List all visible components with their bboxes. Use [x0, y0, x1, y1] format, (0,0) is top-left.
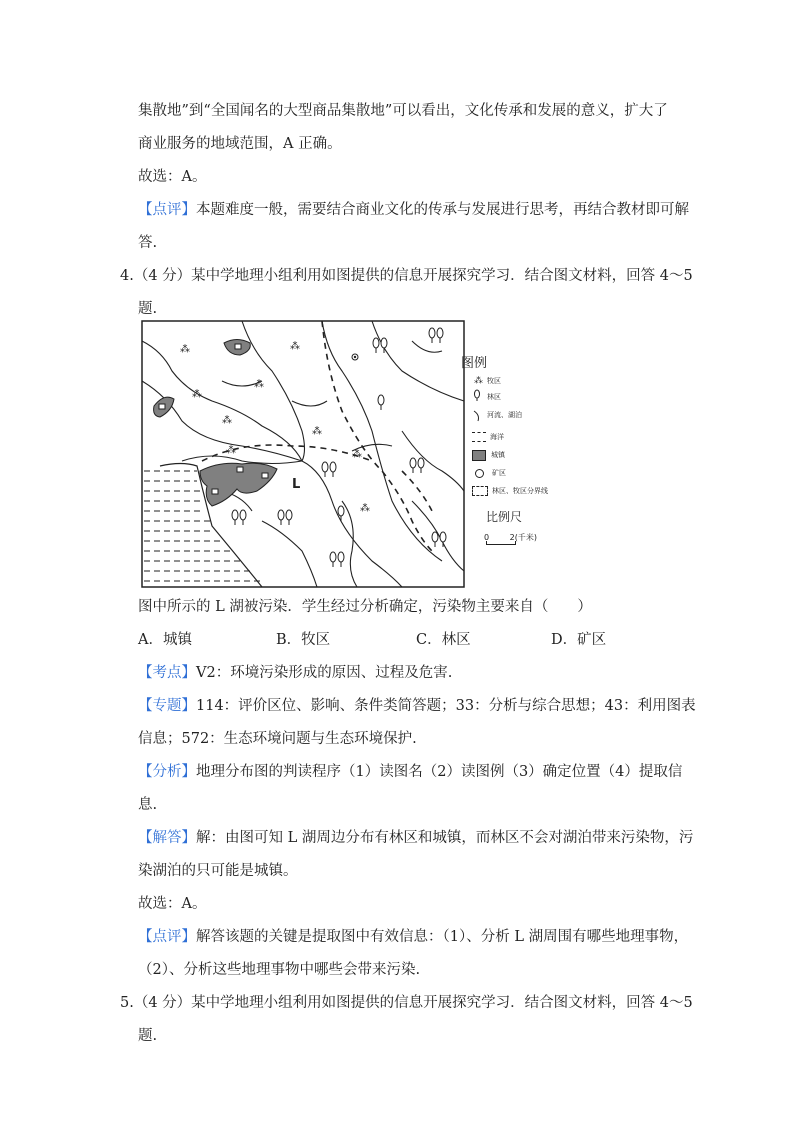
comment-line: [138, 200, 689, 220]
dianping-line: [138, 927, 688, 947]
option-d: D．矿区: [551, 632, 607, 648]
option-a: A．城镇: [138, 632, 192, 648]
kaodian-line: [138, 663, 452, 683]
text-line: 信息；572：生态环境问题与生态环境保护.: [138, 731, 417, 747]
comment-text: 本题难度一般，需要结合商业文化的传承与发展进行思考，再结合教材即可解: [196, 202, 689, 218]
legend-sea: 海洋: [490, 433, 504, 441]
legend-boundary-swatch: [472, 486, 488, 496]
text-line: 题.: [138, 1028, 158, 1044]
legend-town-swatch: [472, 450, 486, 461]
legend-pasture-sym: ⁂: [474, 376, 483, 386]
question-text: 图中所示的 L 湖被污染．学生经过分析确定，污染物主要来自（ ）: [138, 599, 592, 615]
legend-title: 图例: [460, 356, 487, 371]
question-stem: 4.（4 分）某中学地理小组利用如图提供的信息开展探究学习．结合图文材料，回答 4～5: [120, 268, 693, 284]
answer-line: 故选：A。: [138, 169, 207, 185]
mine-symbol: [352, 354, 358, 360]
svg-text:⁂: ⁂: [226, 445, 236, 456]
scale-bar: [484, 532, 554, 545]
jieda-line: [138, 828, 693, 848]
text-line: 息.: [138, 797, 158, 813]
question-stem: 5.（4 分）某中学地理小组利用如图提供的信息开展探究学习．结合图文材料，回答 4～5: [120, 995, 693, 1011]
legend-river: 河流、湖泊: [487, 411, 522, 419]
jieda-text: 解：由图可知 L 湖周边分布有林区和城镇，而林区不会对湖泊带来污染物，污: [196, 830, 694, 846]
svg-text:⁂: ⁂: [192, 389, 202, 400]
fenxi-line: [138, 762, 682, 782]
legend-items: [474, 375, 522, 421]
option-c: C．林区: [416, 632, 471, 648]
svg-text:⁂: ⁂: [312, 426, 322, 437]
dianping-text: 解答该题的关键是提取图中有效信息：（1）、分析 L 湖周围有哪些地理事物，: [196, 929, 689, 945]
kaodian-tag: 【考点】: [138, 665, 196, 681]
legend-forest: 林区: [487, 393, 501, 401]
text-line: 染湖泊的只可能是城镇。: [138, 863, 298, 879]
map-frame: [142, 321, 464, 587]
legend-row-mine: [472, 464, 548, 482]
legend-mine: 矿区: [492, 469, 506, 477]
legend-sea-swatch: [472, 432, 486, 442]
dianping-tag: 【点评】: [138, 929, 196, 945]
svg-text:⁂: ⁂: [290, 341, 300, 352]
zhuanti-line: [138, 696, 696, 716]
text-line: 答.: [138, 235, 158, 251]
jieda-tag: 【解答】: [138, 830, 196, 846]
fenxi-tag: 【分析】: [138, 764, 196, 780]
legend-row-town: [472, 446, 548, 464]
legend-town: 城镇: [491, 451, 505, 459]
svg-text:⁂: ⁂: [222, 415, 232, 426]
fenxi-text: 地理分布图的判读程序（1）读图名（2）读图例（3）确定位置（4）提取信: [196, 764, 683, 780]
answer-line: 故选：A。: [138, 896, 207, 912]
svg-text:⁂: ⁂: [254, 379, 264, 390]
lake-label: L: [292, 477, 301, 492]
text-line: 商业服务的地域范围，A 正确。: [138, 136, 342, 152]
text-line: 集散地”到“全国闻名的大型商品集散地”可以看出，文化传承和发展的意义，扩大了: [138, 103, 668, 119]
scale-zero: 0: [484, 533, 490, 542]
legend-row-sea: [472, 428, 548, 446]
scale-value: 2(千米): [509, 533, 537, 542]
text-line: （2）、分析这些地理事物中哪些会带来污染.: [138, 962, 421, 978]
comment-tag: 【点评】: [138, 202, 196, 218]
scale-title: 比例尺: [486, 510, 523, 524]
kaodian-text: V2：环境污染形成的原因、过程及危害.: [196, 665, 453, 681]
svg-text:⁂: ⁂: [360, 503, 370, 514]
zhuanti-text: 114：评价区位、影响、条件类简答题；33：分析与综合思想；43：利用图表: [196, 698, 696, 714]
svg-text:⁂: ⁂: [352, 449, 362, 460]
option-b: B．牧区: [276, 632, 331, 648]
legend-pasture: 牧区: [487, 377, 501, 385]
zhuanti-tag: 【专题】: [138, 698, 196, 714]
legend-row-boundary: [472, 482, 548, 500]
svg-text:⁂: ⁂: [180, 344, 190, 355]
legend-mine-swatch: [475, 469, 484, 478]
legend-boundary: 林区、牧区分界线: [492, 487, 548, 495]
map-legend: [472, 428, 548, 500]
text-line: 题.: [138, 301, 158, 317]
